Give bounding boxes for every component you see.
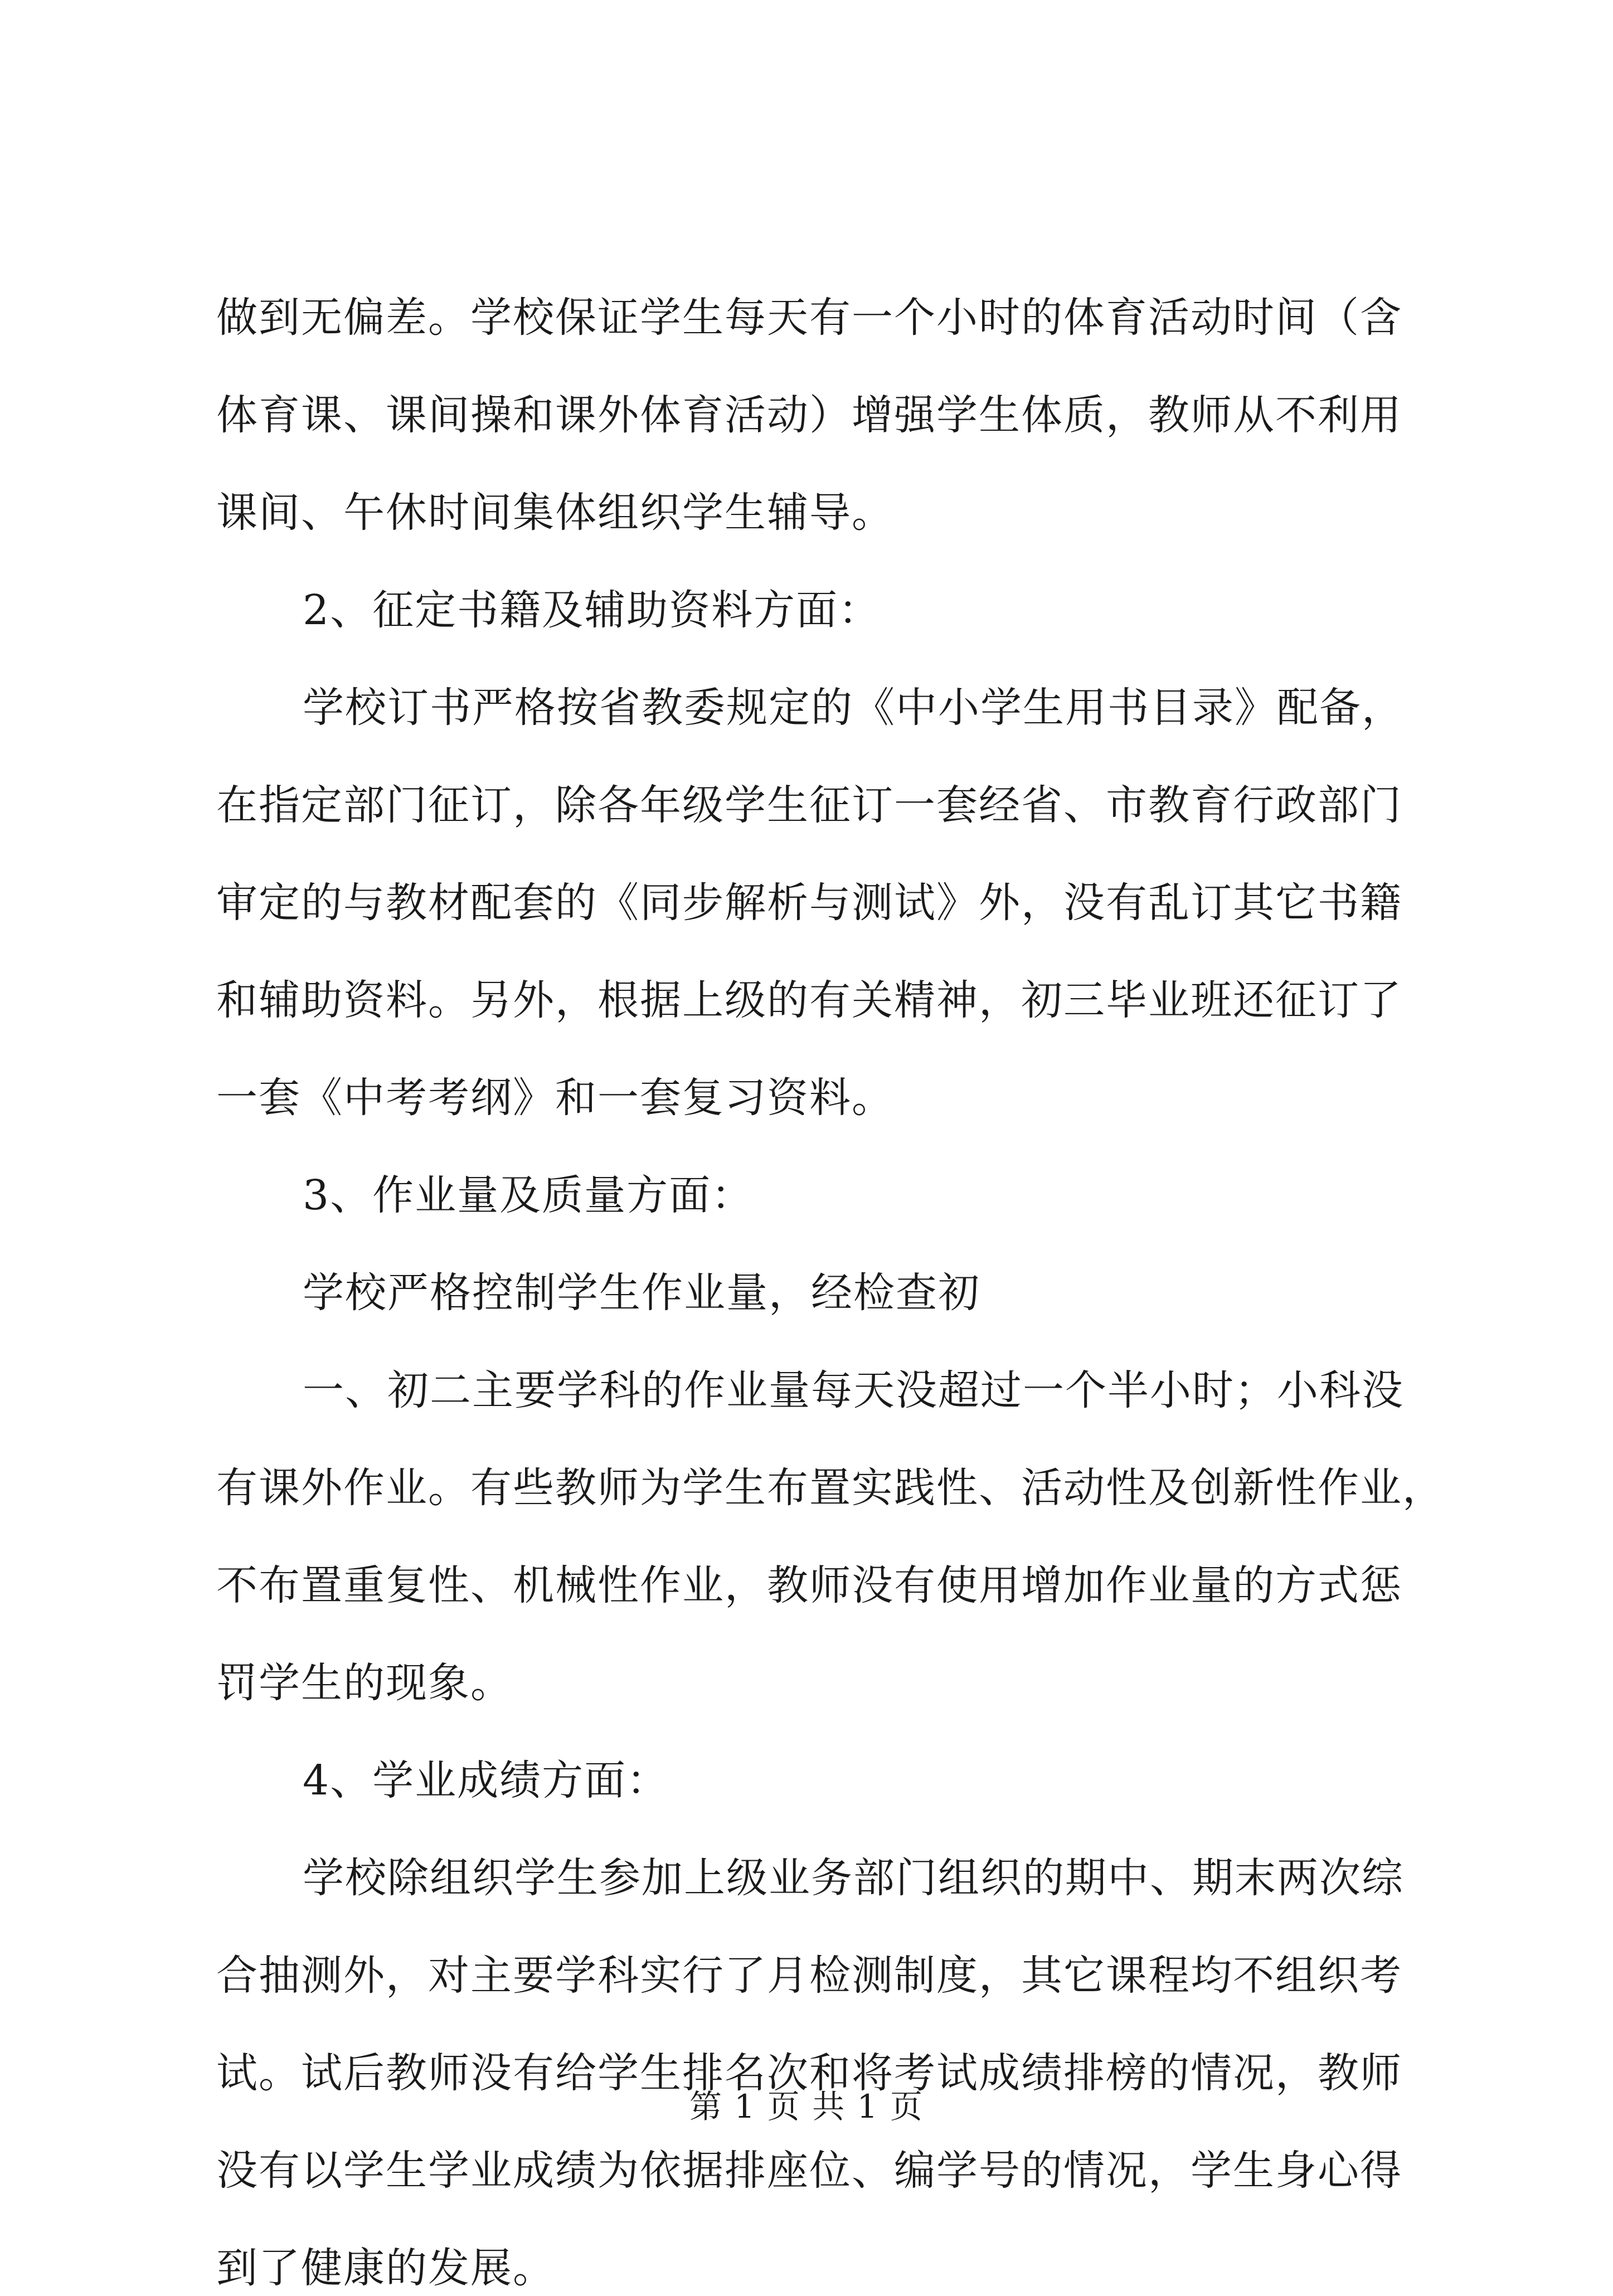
page-number-footer: 第 1 页 共 1 页 xyxy=(689,2088,924,2125)
text-line: 罚学生的现象。 xyxy=(216,1659,513,1707)
text-line: 试。试后教师没有给学生排名次和将考试成绩排榜的情况，教师 xyxy=(216,2049,1402,2097)
text-line: 学校除组织学生参加上级业务部门组织的期中、期末两次综 xyxy=(303,1854,1404,1902)
text-line: 学校订书严格按省教委规定的《中小学生用书目录》配备， xyxy=(303,684,1404,732)
text-line: 一套《中考考纲》和一套复习资料。 xyxy=(216,1074,894,1122)
section-heading: 4、学业成绩方面： xyxy=(303,1757,669,1804)
text-line: 体育课、课间操和课外体育活动）增强学生体质，教师从不利用 xyxy=(216,391,1402,439)
text-line: 到了健康的发展。 xyxy=(216,2244,555,2292)
section-heading: 2、征定书籍及辅助资料方面： xyxy=(303,586,881,634)
text-line: 不布置重复性、机械性作业，教师没有使用增加作业量的方式惩 xyxy=(216,1562,1402,1609)
text-line: 合抽测外，对主要学科实行了月检测制度，其它课程均不组织考 xyxy=(216,1952,1402,2000)
text-line: 和辅助资料。另外，根据上级的有关精神，初三毕业班还征订了 xyxy=(216,976,1402,1024)
text-line: 学校严格控制学生作业量，经检查初 xyxy=(303,1269,980,1317)
text-line: 没有以学生学业成绩为依据排座位、编学号的情况，学生身心得 xyxy=(216,2147,1402,2195)
text-line: 做到无偏差。学校保证学生每天有一个小时的体育活动时间（含 xyxy=(216,294,1402,342)
section-heading: 3、作业量及质量方面： xyxy=(303,1171,754,1219)
text-line: 有课外作业。有些教师为学生布置实践性、活动性及创新性作业， xyxy=(216,1464,1445,1512)
text-line: 课间、午休时间集体组织学生辅导。 xyxy=(216,489,894,537)
text-line: 一、初二主要学科的作业量每天没超过一个半小时；小科没 xyxy=(303,1366,1404,1414)
text-line: 在指定部门征订，除各年级学生征订一套经省、市教育行政部门 xyxy=(216,781,1402,829)
text-line: 审定的与教材配套的《同步解析与测试》外，没有乱订其它书籍 xyxy=(216,879,1402,927)
